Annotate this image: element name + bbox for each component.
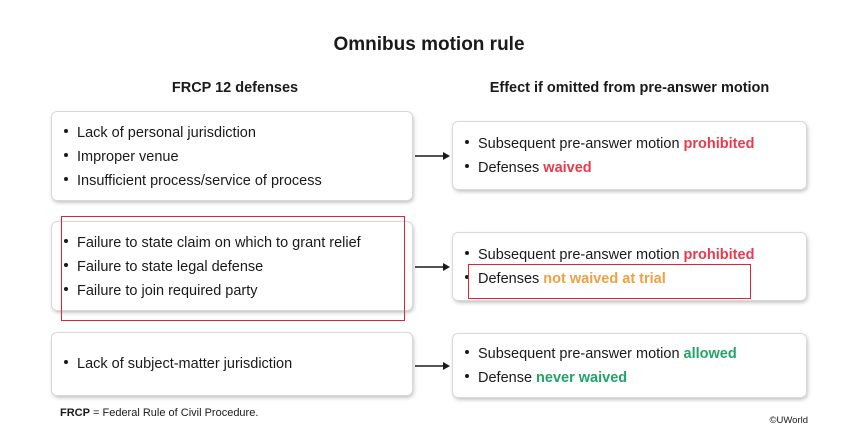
highlight-rectangle-effect (468, 264, 751, 299)
defense-item: Lack of personal jurisdiction (60, 121, 406, 145)
right-arrow-icon (415, 150, 451, 162)
copyright: ©UWorld (769, 415, 808, 426)
defense-item: Failure to join required party (60, 279, 406, 303)
left-column-header: FRCP 12 defenses (171, 80, 299, 96)
effect-emphasis: prohibited (683, 247, 755, 263)
diagram-title: Omnibus motion rule (333, 34, 525, 55)
right-column-header: Effect if omitted from pre-answer motion (489, 80, 770, 96)
effect-item: Subsequent pre-answer motion allowed (461, 342, 800, 366)
defense-item: Insufficient process/service of process (60, 169, 406, 193)
highlight-rectangle-defenses (61, 216, 405, 321)
defense-item: Lack of subject-matter jurisdiction (60, 352, 406, 376)
effect-item: Defenses not waived at trial (461, 267, 800, 291)
effect-emphasis: allowed (683, 346, 737, 362)
defenses-box-1 (52, 112, 412, 200)
effect-emphasis: not waived at trial (543, 271, 666, 287)
defense-item: Failure to state claim on which to grant relief (60, 231, 406, 255)
effect-item: Subsequent pre-answer motion prohibited (461, 243, 800, 267)
defenses-box-3 (52, 333, 412, 395)
effect-item: Defenses waived (461, 156, 800, 180)
effect-emphasis: never waived (536, 370, 628, 386)
effect-item: Subsequent pre-answer motion prohibited (461, 132, 800, 156)
effects-box-3 (453, 334, 806, 397)
right-arrow-icon (415, 261, 451, 273)
defense-item: Improper venue (60, 145, 406, 169)
effect-emphasis: waived (543, 160, 592, 176)
effect-item: Defense never waived (461, 366, 800, 390)
effect-emphasis: prohibited (683, 136, 755, 152)
defense-item: Failure to state legal defense (60, 255, 406, 279)
right-arrow-icon (415, 360, 451, 372)
effects-box-1 (453, 122, 806, 189)
footnote: FRCP = Federal Rule of Civil Procedure. (60, 407, 259, 419)
